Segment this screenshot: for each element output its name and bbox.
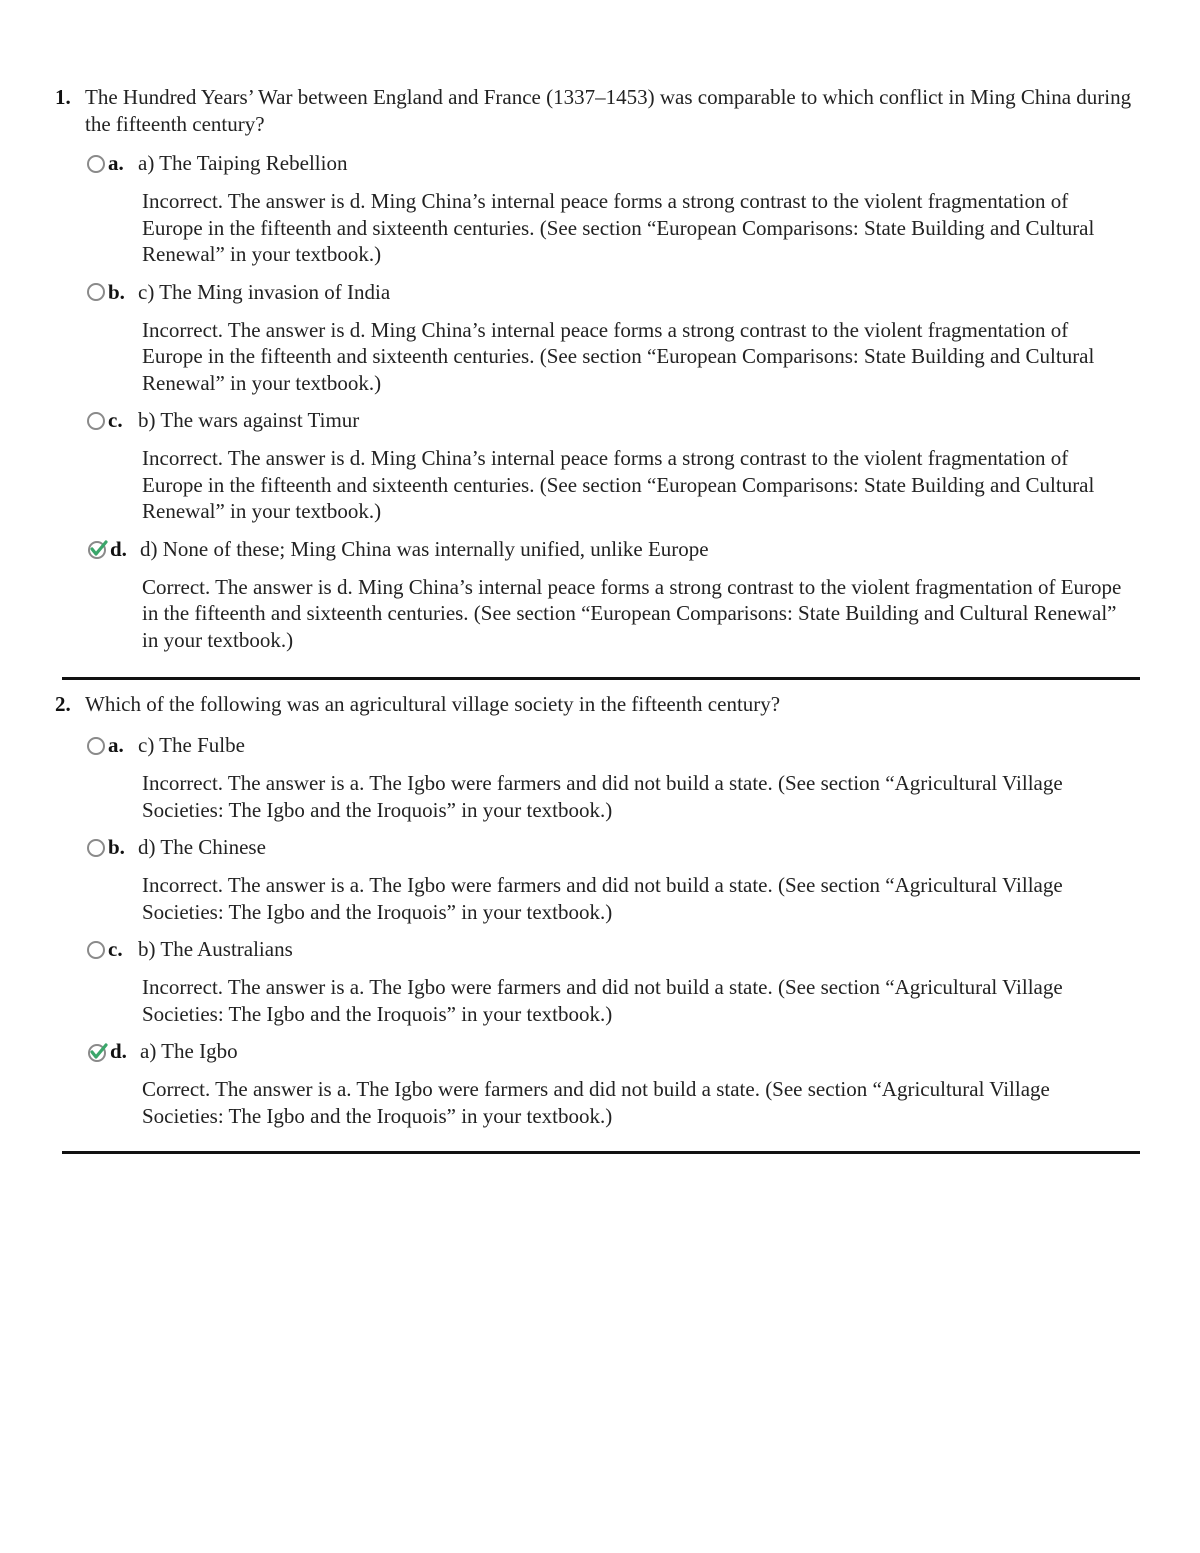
radio-unselected-icon[interactable] [87, 155, 105, 173]
feedback-text: Incorrect. The answer is a. The Igbo were farmers and did not build a state. (See section “Agricultural Village Societies: The Igbo and the Iroquois” in your textbook.) [142, 975, 1063, 1026]
option-letter: a. [108, 733, 124, 757]
option-letter: b. [108, 835, 125, 859]
option-text: d) The Chinese [138, 835, 266, 859]
question-divider [62, 677, 1140, 680]
question-2 [55, 691, 1145, 1129]
option-c[interactable] [87, 407, 1145, 525]
feedback-text: Incorrect. The answer is d. Ming China’s internal peace forms a strong contrast to the violent fragmentation of Europe in the fifteenth and sixteenth centuries. (See section “European Comparisons: State Building and Cultural Renewal” in your textbook.) [142, 189, 1095, 266]
option-letter: a. [108, 151, 124, 175]
radio-unselected-icon[interactable] [87, 737, 105, 755]
feedback-text: Incorrect. The answer is a. The Igbo were farmers and did not build a state. (See section “Agricultural Village Societies: The Igbo and the Iroquois” in your textbook.) [142, 873, 1063, 924]
option-letter: d. [110, 1039, 127, 1063]
option-a[interactable] [87, 150, 1145, 268]
question-text: The Hundred Years’ War between England and France (1337–1453) was comparable to which conflict in Ming China during the fifteenth century? [85, 85, 1132, 136]
radio-unselected-icon[interactable] [87, 283, 105, 301]
feedback-text: Incorrect. The answer is d. Ming China’s internal peace forms a strong contrast to the violent fragmentation of Europe in the fifteenth and sixteenth centuries. (See section “European Comparisons: State Building and Cultural Renewal” in your textbook.) [142, 446, 1095, 523]
question-1 [55, 84, 1145, 653]
radio-unselected-icon[interactable] [87, 412, 105, 430]
option-b[interactable] [87, 279, 1145, 397]
option-text: d) None of these; Ming China was internally unified, unlike Europe [140, 536, 709, 561]
radio-unselected-icon[interactable] [87, 941, 105, 959]
option-letter: b. [108, 279, 125, 304]
option-text: a) The Taiping Rebellion [138, 151, 348, 175]
option-text: a) The Igbo [140, 1039, 238, 1063]
radio-unselected-icon[interactable] [87, 839, 105, 857]
option-letter: c. [108, 937, 123, 961]
option-letter: d. [110, 536, 127, 561]
option-c[interactable] [87, 936, 1145, 1027]
question-stem [55, 691, 1145, 718]
option-a[interactable] [87, 732, 1145, 823]
option-text: b) The Australians [138, 937, 293, 961]
option-letter: c. [108, 408, 123, 432]
check-selected-icon[interactable] [87, 538, 109, 560]
question-divider [62, 1151, 1140, 1154]
feedback-text: Correct. The answer is d. Ming China’s internal peace forms a strong contrast to the violent fragmentation of Europe in the fifteenth and sixteenth centuries. (See section “European Comparisons: State Building and Cultural Renewal” in your textbook.) [142, 574, 1122, 652]
option-b[interactable] [87, 834, 1145, 925]
question-stem [55, 84, 1145, 138]
feedback-text: Incorrect. The answer is d. Ming China’s internal peace forms a strong contrast to the violent fragmentation of Europe in the fifteenth and sixteenth centuries. (See section “European Comparisons: State Building and Cultural Renewal” in your textbook.) [142, 317, 1095, 395]
option-d[interactable] [87, 1038, 1145, 1129]
check-selected-icon[interactable] [87, 1041, 109, 1063]
feedback-text: Incorrect. The answer is a. The Igbo were farmers and did not build a state. (See section “Agricultural Village Societies: The Igbo and the Iroquois” in your textbook.) [142, 771, 1063, 822]
question-text: Which of the following was an agricultural village society in the fifteenth century? [85, 692, 781, 716]
question-number: 1. [55, 85, 71, 109]
option-d[interactable] [87, 536, 1145, 654]
option-text: b) The wars against Timur [138, 408, 360, 432]
option-text: c) The Fulbe [138, 733, 245, 757]
option-text: c) The Ming invasion of India [138, 279, 391, 304]
feedback-text: Correct. The answer is a. The Igbo were farmers and did not build a state. (See section “Agricultural Village Societies: The Igbo and the Iroquois” in your textbook.) [142, 1077, 1050, 1128]
question-number: 2. [55, 692, 71, 716]
